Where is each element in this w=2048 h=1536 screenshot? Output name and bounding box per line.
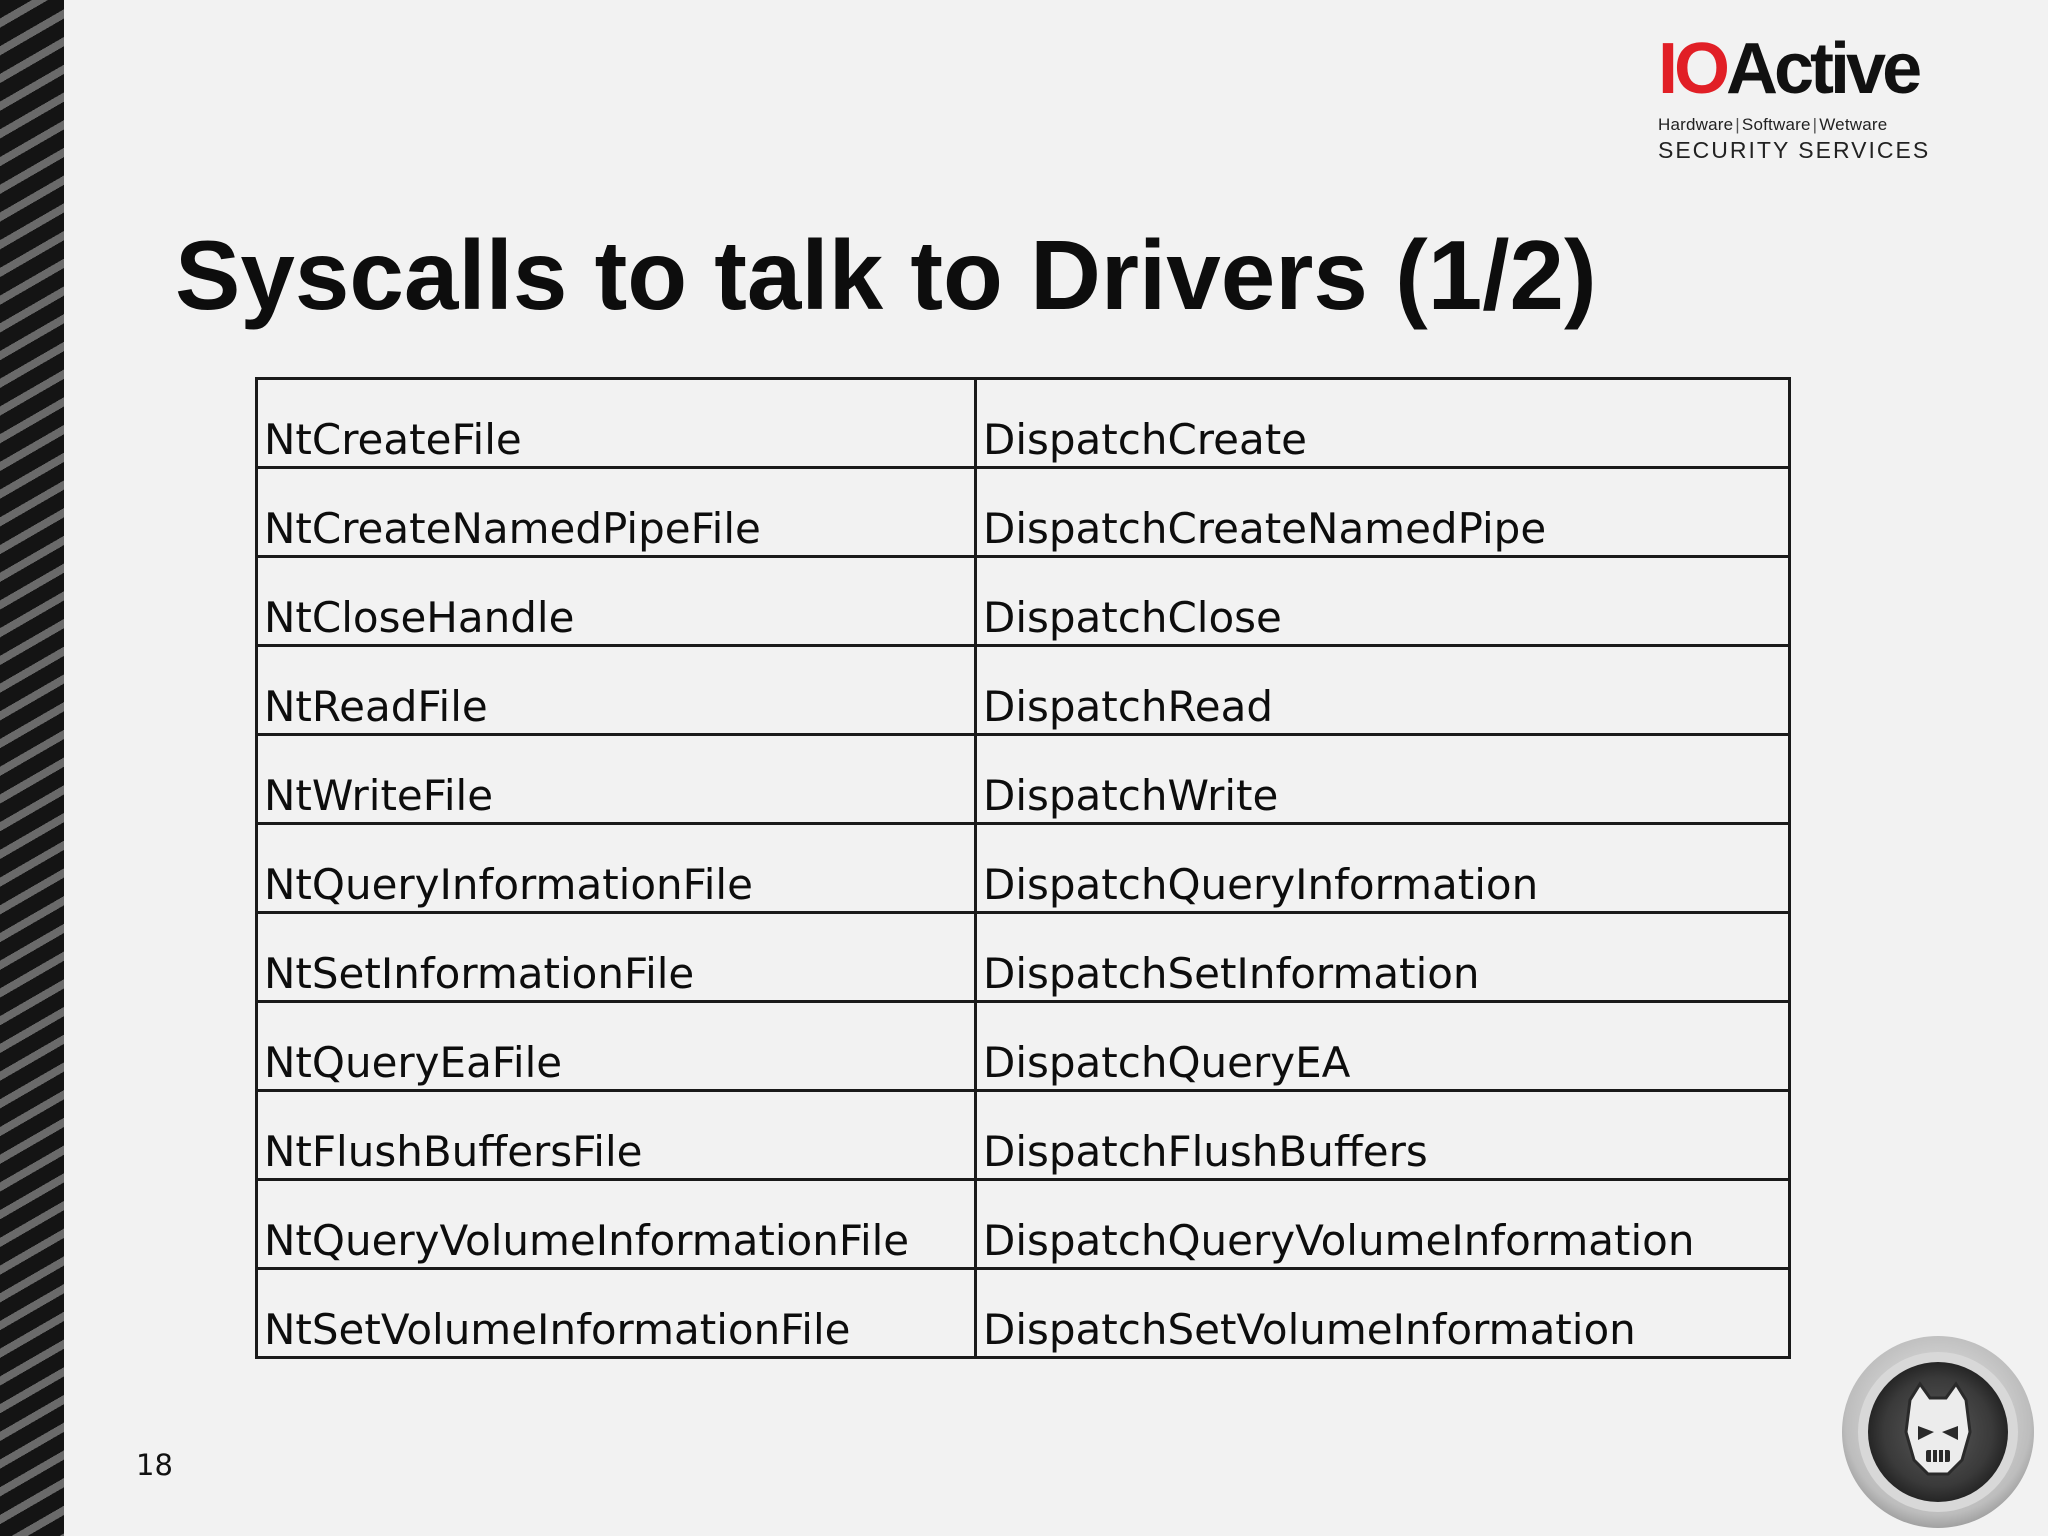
page-number: 18 (136, 1448, 173, 1482)
dispatch-routine-cell: DispatchWrite (976, 735, 1790, 824)
dispatch-routine-cell: DispatchRead (976, 646, 1790, 735)
dispatch-routine-cell: DispatchFlushBuffers (976, 1091, 1790, 1180)
left-stripe-band (0, 0, 64, 1536)
logo-wordmark (1658, 30, 1948, 108)
table-row (257, 557, 1790, 646)
syscall-name-cell: NtQueryVolumeInformationFile (257, 1180, 976, 1269)
syscall-name-cell: NtSetVolumeInformationFile (257, 1269, 976, 1358)
logo-tagline-item: Software (1741, 115, 1811, 134)
logo-wordmark-active: Active (1726, 29, 1919, 109)
syscall-name-cell: NtQueryInformationFile (257, 824, 976, 913)
syscall-name-cell: NtQueryEaFile (257, 1002, 976, 1091)
syscall-name-cell: NtSetInformationFile (257, 913, 976, 1002)
syscall-name-cell: NtCloseHandle (257, 557, 976, 646)
logo-tagline-separator: | (1812, 115, 1818, 134)
table-row (257, 1091, 1790, 1180)
table-row (257, 468, 1790, 557)
logo-tagline-item: Hardware (1658, 115, 1734, 134)
table-row (257, 1269, 1790, 1358)
syscall-name-cell: NtFlushBuffersFile (257, 1091, 976, 1180)
dispatch-routine-cell: DispatchClose (976, 557, 1790, 646)
table-row (257, 735, 1790, 824)
slide-title: Syscalls to talk to Drivers (1/2) (175, 220, 1597, 330)
syscall-name-cell: NtCreateNamedPipeFile (257, 468, 976, 557)
table-row (257, 646, 1790, 735)
table-row (257, 913, 1790, 1002)
syscall-name-cell: NtWriteFile (257, 735, 976, 824)
table-row (257, 1002, 1790, 1091)
ioactive-logo (1658, 30, 1948, 170)
dispatch-routine-cell: DispatchQueryEA (976, 1002, 1790, 1091)
logo-tagline-separator: | (1735, 115, 1740, 134)
syscall-name-cell: NtReadFile (257, 646, 976, 735)
syscall-dispatch-table (255, 377, 1791, 1359)
table-row (257, 379, 1790, 468)
dispatch-routine-cell: DispatchSetVolumeInformation (976, 1269, 1790, 1358)
dispatch-routine-cell: DispatchQueryVolumeInformation (976, 1180, 1790, 1269)
logo-tagline-item: Wetware (1819, 115, 1888, 134)
robot-head-emblem-icon (1838, 1328, 2038, 1536)
dispatch-routine-cell: DispatchSetInformation (976, 913, 1790, 1002)
dispatch-routine-cell: DispatchCreate (976, 379, 1790, 468)
dispatch-routine-cell: DispatchCreateNamedPipe (976, 468, 1790, 557)
table-row (257, 1180, 1790, 1269)
dispatch-routine-cell: DispatchQueryInformation (976, 824, 1790, 913)
logo-security-services: SECURITY SERVICES (1658, 137, 1931, 163)
table-row (257, 824, 1790, 913)
syscall-name-cell: NtCreateFile (257, 379, 976, 468)
syscall-table-body (257, 379, 1790, 1358)
logo-tagline (1658, 114, 1948, 136)
logo-wordmark-io: IO (1658, 29, 1727, 109)
